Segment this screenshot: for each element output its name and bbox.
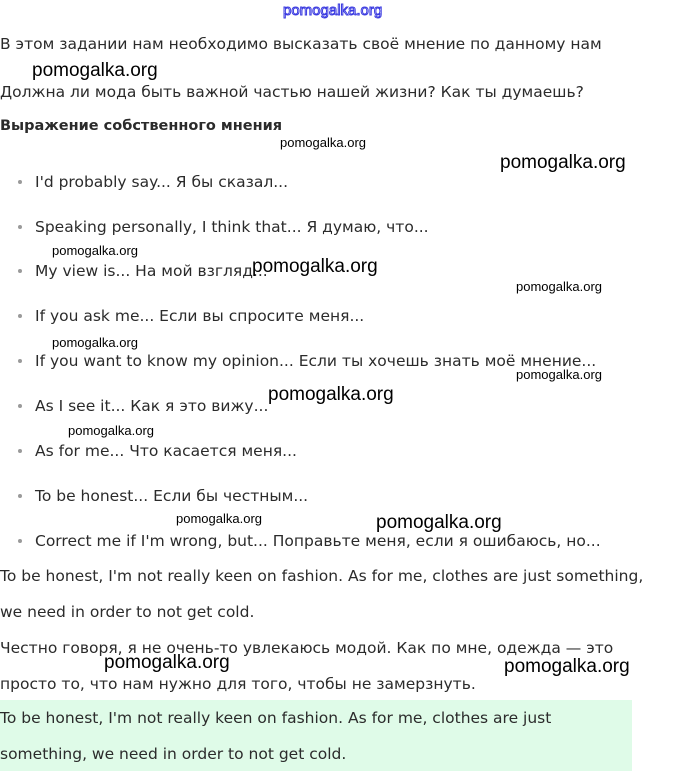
bullet-icon: [18, 359, 22, 363]
phrase-text: To be honest... Если бы честным...: [35, 487, 309, 505]
watermark: pomogalka.org: [268, 384, 394, 405]
highlight-line: something, we need in order to not get cold.: [0, 745, 347, 763]
watermark: pomogalka.org: [68, 423, 154, 438]
highlighted-answer: [0, 700, 632, 771]
watermark-top: pomogalka.org: [283, 2, 383, 19]
bullet-icon: [18, 269, 22, 273]
phrase-text: If you ask me... Если вы спросите меня...: [35, 307, 365, 325]
question-text: Должна ли мода быть важной частью нашей жизни? Как ты думаешь?: [0, 83, 584, 101]
watermark: pomogalka.org: [52, 243, 138, 258]
watermark: pomogalka.org: [376, 512, 502, 533]
bullet-icon: [18, 404, 22, 408]
phrase-text: Correct me if I'm wrong, but... Поправьте меня, если я ошибаюсь, но...: [35, 532, 601, 550]
watermark: pomogalka.org: [32, 60, 158, 81]
watermark: pomogalka.org: [504, 656, 630, 677]
phrase-text: As I see it... Как я это вижу...: [35, 397, 269, 415]
bullet-icon: [18, 494, 22, 498]
bullet-icon: [18, 449, 22, 453]
answer-en-line: To be honest, I'm not really keen on fashion. As for me, clothes are just something,: [0, 567, 644, 585]
watermark: pomogalka.org: [500, 152, 626, 173]
bullet-icon: [18, 180, 22, 184]
watermark: pomogalka.org: [176, 511, 262, 526]
answer-en-line: we need in order to not get cold.: [0, 603, 255, 621]
section-heading: Выражение собственного мнения: [0, 118, 283, 134]
phrase-text: I'd probably say... Я бы сказал...: [35, 173, 289, 191]
watermark: pomogalka.org: [516, 367, 602, 382]
watermark: pomogalka.org: [516, 279, 602, 294]
highlight-line: To be honest, I'm not really keen on fashion. As for me, clothes are just: [0, 709, 552, 727]
answer-ru-line: просто то, что нам нужно для того, чтобы не замерзнуть.: [0, 675, 476, 693]
bullet-icon: [18, 225, 22, 229]
watermark: pomogalka.org: [252, 256, 378, 277]
phrase-text: Speaking personally, I think that... Я думаю, что...: [35, 218, 429, 236]
answer-ru-line: Честно говоря, я не очень-то увлекаюсь модой. Как по мне, одежда — это: [0, 639, 614, 657]
bullet-icon: [18, 539, 22, 543]
phrase-text: As for me... Что касается меня...: [35, 442, 297, 460]
watermark: pomogalka.org: [104, 652, 230, 673]
watermark: pomogalka.org: [52, 335, 138, 350]
phrase-text: My view is... На мой взгляд...: [35, 262, 268, 280]
phrase-text: If you want to know my opinion... Если ты хочешь знать моё мнение...: [35, 352, 597, 370]
watermark: pomogalka.org: [280, 135, 366, 150]
intro-text: В этом задании нам необходимо высказать своё мнение по данному нам: [0, 35, 602, 53]
bullet-icon: [18, 314, 22, 318]
